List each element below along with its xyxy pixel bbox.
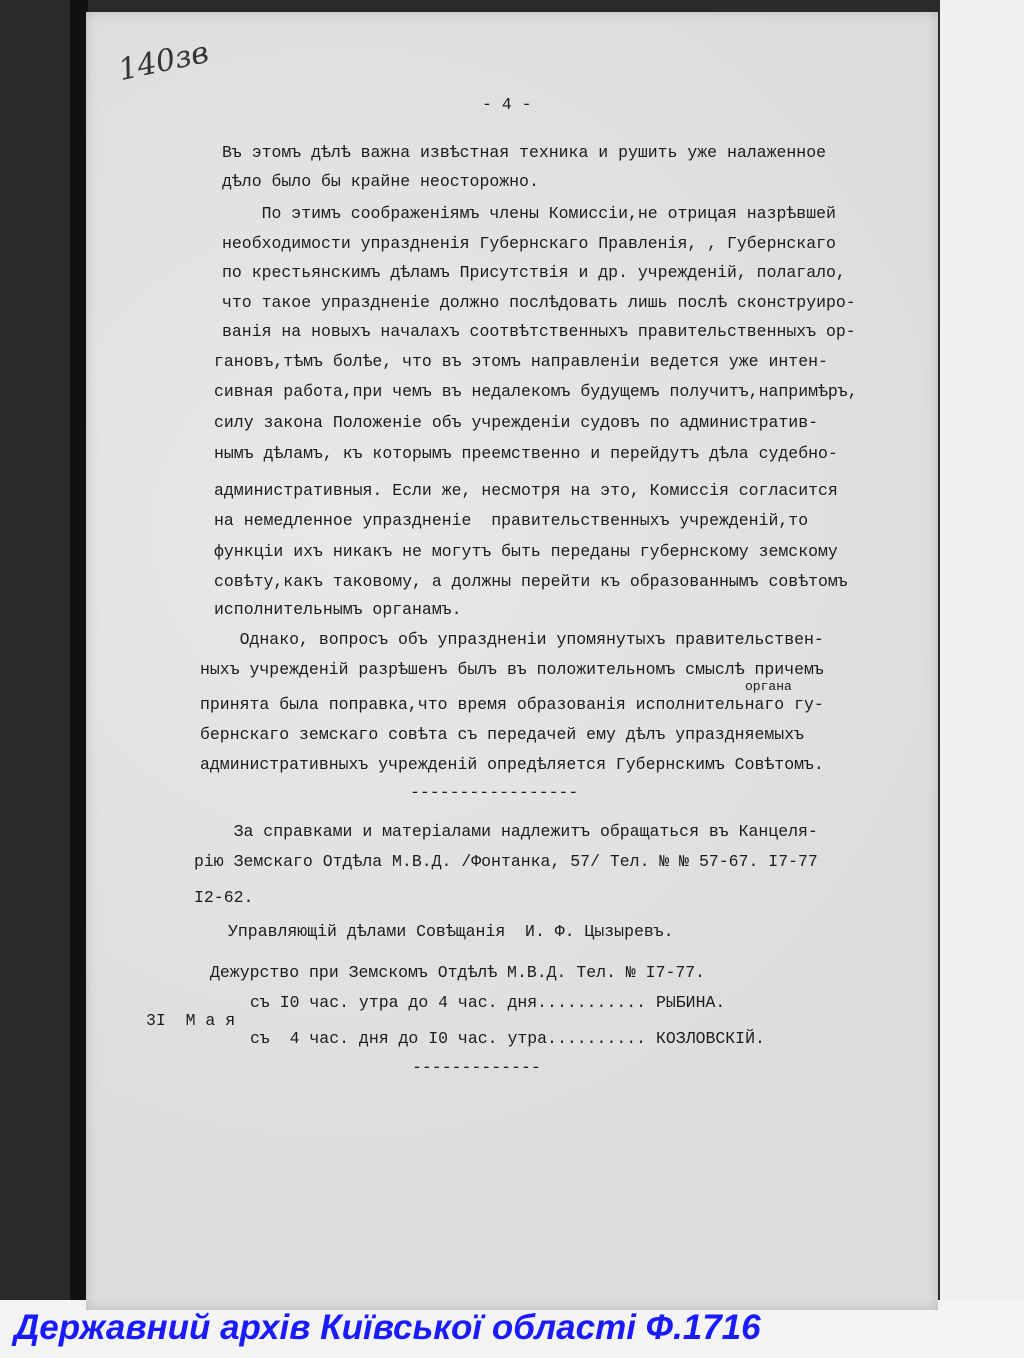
text-line: Однако, вопросъ объ упраздненіи упомянутыхъ правительствен-	[200, 630, 824, 649]
duty-title: Дежурство при Земскомъ Отдѣлѣ М.В.Д. Тел. № I7-77.	[210, 963, 706, 982]
duty-date: 3I М а я	[146, 1011, 236, 1030]
handwritten-insertion: органа	[745, 679, 792, 694]
duty-row: съ 4 час. дня до I0 час. утра.......... КОЗЛОВСКІЙ.	[250, 1029, 765, 1048]
text-line: необходимости упраздненія Губернскаго Правленія, , Губернскаго	[222, 234, 836, 253]
text-line: совѣту,какъ таковому, а должны перейти къ образованнымъ совѣтомъ	[214, 572, 848, 591]
contact-line: За справками и матеріалами надлежитъ обращаться въ Канцеля-	[194, 822, 818, 841]
text-line: принята была поправка,что время образованія исполнительнаго гу-	[200, 695, 824, 714]
text-line: Въ этомъ дѣлѣ важна извѣстная техника и рушить уже налаженное	[222, 143, 826, 162]
text-line: административныя. Если же, несмотря на это, Комиссія согласится	[214, 481, 838, 500]
end-separator: -------------	[412, 1058, 541, 1077]
scan-background	[940, 0, 1024, 1358]
text-line: дѣло было бы крайне неосторожно.	[222, 172, 539, 191]
text-line: силу закона Положеніе объ учрежденіи судовъ по административ-	[214, 413, 818, 432]
text-line: исполнительнымъ органамъ.	[214, 600, 462, 619]
text-line: что такое упраздненіе должно послѣдовать лишь послѣ сконструиро-	[222, 293, 856, 312]
separator: -----------------	[410, 783, 579, 802]
text-line: ныхъ учрежденій разрѣшенъ былъ въ положительномъ смыслѣ причемъ	[200, 660, 824, 679]
text-line: на немедленное упраздненіе правительственныхъ учрежденій,то	[214, 511, 809, 530]
page-number: - 4 -	[482, 95, 532, 114]
text-line: По этимъ соображеніямъ члены Комиссіи,не отрицая назрѣвшей	[222, 204, 836, 223]
text-line: гановъ,тѣмъ болѣе, что въ этомъ направленіи ведется уже интен-	[214, 352, 828, 371]
text-line: бернскаго земскаго совѣта съ передачей ему дѣлъ упраздняемыхъ	[200, 725, 804, 744]
text-line: ванія на новыхъ началахъ соотвѣтственныхъ правительственныхъ ор-	[222, 322, 856, 341]
text-line: сивная работа,при чемъ въ недалекомъ будущемъ получитъ,напримѣръ,	[214, 382, 858, 401]
text-line: административныхъ учрежденій опредѣляется Губернскимъ Совѣтомъ.	[200, 755, 824, 774]
archive-watermark: Державний архів Київської області Ф.1716	[14, 1308, 761, 1347]
contact-line: рію Земскаго Отдѣла М.В.Д. /Фонтанка, 57/ Тел. № № 57-67. I7-77	[194, 852, 818, 871]
text-line: нымъ дѣламъ, къ которымъ преемственно и перейдутъ дѣла судебно-	[214, 444, 838, 463]
text-line: функціи ихъ никакъ не могутъ быть переданы губернскому земскому	[214, 542, 838, 561]
duty-row: съ I0 час. утра до 4 час. дня........... РЫБИНА.	[250, 993, 726, 1012]
archive-number-handwritten: 140зв	[115, 34, 212, 89]
contact-line: I2-62.	[194, 888, 254, 907]
text-line: по крестьянскимъ дѣламъ Присутствія и др. учрежденій, полагало,	[222, 263, 846, 282]
manager-signature: Управляющій дѣлами Совѣщанія И. Ф. Цызыревъ.	[228, 922, 674, 941]
